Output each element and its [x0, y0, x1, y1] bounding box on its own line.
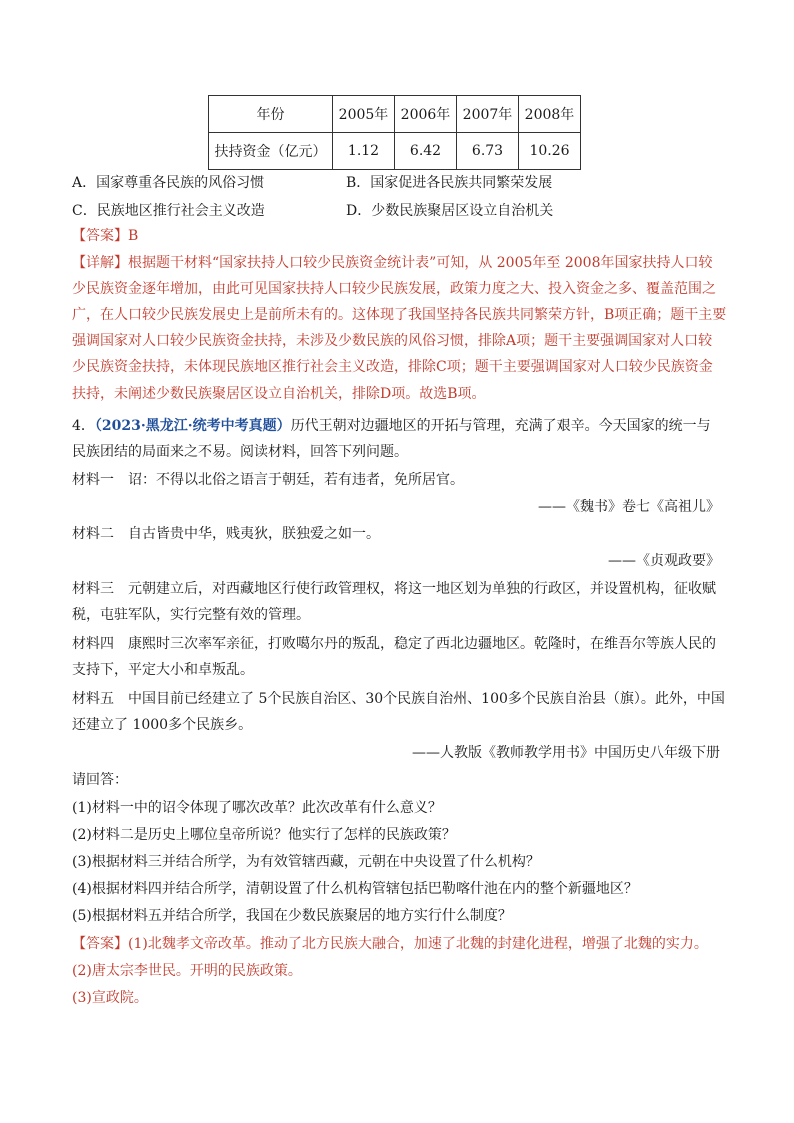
header-cell: 2007年 [457, 96, 519, 133]
answer-line: (3)宣政院。 [72, 990, 148, 1006]
detail-line: 少民族资金扶持，未体现民族地区推行社会主义改造，排除C项；题干主要强调国家对人口较少民族资金 [72, 359, 713, 375]
question-4-line [72, 413, 711, 439]
detail-line: 少民族资金逐年增加，由此可见国家扶持人口较少民族发展，政策力度之大、投入资金之多、覆盖范围之 [72, 281, 716, 297]
detail-line: 【详解】根据题干材料“国家扶持人口较少民族资金统计表”可知，从 2005年至 2008年国家扶持人口较 [72, 255, 713, 271]
table-cell: 10.26 [519, 133, 581, 170]
question-number: 4． [72, 418, 95, 434]
header-cell: 2006年 [395, 96, 457, 133]
answer-label: 【答案】B [72, 228, 139, 244]
answer-line: 【答案】(1)北魏孝文帝改革。推动了北方民族大融合，加速了北魏的封建化进程，增强了北魏的实力。 [72, 936, 708, 952]
material-1: 材料一 诏：不得以北俗之语言于朝廷，若有违者，免所居官。 [72, 472, 464, 488]
table-cell: 扶持资金（亿元） [209, 133, 333, 170]
sub-question: (1)材料一中的诏令体现了哪次改革？此次改革有什么意义？ [72, 800, 442, 816]
material-5-cont: 还建立了 1000多个民族乡。 [72, 717, 253, 733]
option-b: B．国家促进各民族共同繁荣发展 [346, 175, 553, 191]
sub-question: (2)材料二是历史上哪位皇帝所说？他实行了怎样的民族政策？ [72, 827, 456, 843]
fund-table [208, 95, 581, 170]
material-2-source: ——《贞观政要》 [608, 553, 720, 569]
table-header-row [209, 96, 581, 133]
table-cell: 6.73 [457, 133, 519, 170]
material-3-cont: 税，屯驻军队，实行完整有效的管理。 [72, 607, 310, 623]
table-row [209, 133, 581, 170]
material-3: 材料三 元朝建立后，对西藏地区行使行政管理权，将这一地区划为单独的行政区，并设置机构，征收赋 [72, 581, 716, 597]
material-4-cont: 支持下，平定大小和卓叛乱。 [72, 662, 254, 678]
material-4: 材料四 康熙时三次率军亲征，打败噶尔丹的叛乱，稳定了西北边疆地区。乾隆时，在维吾尔等族人民的 [72, 636, 716, 652]
detail-line: 强调国家对人口较少民族资金扶持，未涉及少数民族的风俗习惯，排除A项；题干主要强调国家对人口较 [72, 333, 713, 349]
sub-question: (3)根据材料三并结合所学，为有效管辖西藏，元朝在中央设置了什么机构？ [72, 854, 540, 870]
question-intro-2: 民族团结的局面来之不易。阅读材料，回答下列问题。 [72, 444, 408, 460]
please-answer: 请回答： [72, 772, 128, 788]
sub-question: (5)根据材料五并结合所学，我国在少数民族聚居的地方实行什么制度？ [72, 908, 512, 924]
header-cell: 2008年 [519, 96, 581, 133]
material-2: 材料二 自古皆贵中华，贱夷狄，朕独爱之如一。 [72, 526, 380, 542]
option-d: D．少数民族聚居区设立自治机关 [346, 203, 554, 219]
option-c: C．民族地区推行社会主义改造 [72, 203, 265, 219]
header-cell: 年份 [209, 96, 333, 133]
question-source: （2023·黑龙江·统考中考真题） [94, 418, 291, 434]
option-a: A．国家尊重各民族的风俗习惯 [72, 175, 265, 191]
detail-line: 扶持，未阐述少数民族聚居区设立自治机关，排除D项。故选B项。 [72, 386, 486, 402]
table-cell: 6.42 [395, 133, 457, 170]
question-intro: 历代王朝对边疆地区的开拓与管理，充满了艰辛。今天国家的统一与 [290, 418, 711, 434]
sub-question: (4)根据材料四并结合所学，清朝设置了什么机构管辖包括巴勒喀什池在内的整个新疆地区？ [72, 881, 638, 897]
material-1-source: ——《魏书》卷七《高祖儿》 [538, 499, 720, 515]
table-cell: 1.12 [333, 133, 395, 170]
material-5-source: ——人教版《教师教学用书》中国历史八年级下册 [412, 745, 720, 761]
material-5: 材料五 中国目前已经建立了 5个民族自治区、30个民族自治州、100多个民族自治县（旗）。此外，中国 [72, 691, 725, 707]
header-cell: 2005年 [333, 96, 395, 133]
detail-line: 广，在人口较少民族发展史上是前所未有的。这体现了我国坚持各民族共同繁荣方针，B项正确；题干主要 [72, 307, 727, 323]
answer-line: (2)唐太宗李世民。开明的民族政策。 [72, 963, 302, 979]
